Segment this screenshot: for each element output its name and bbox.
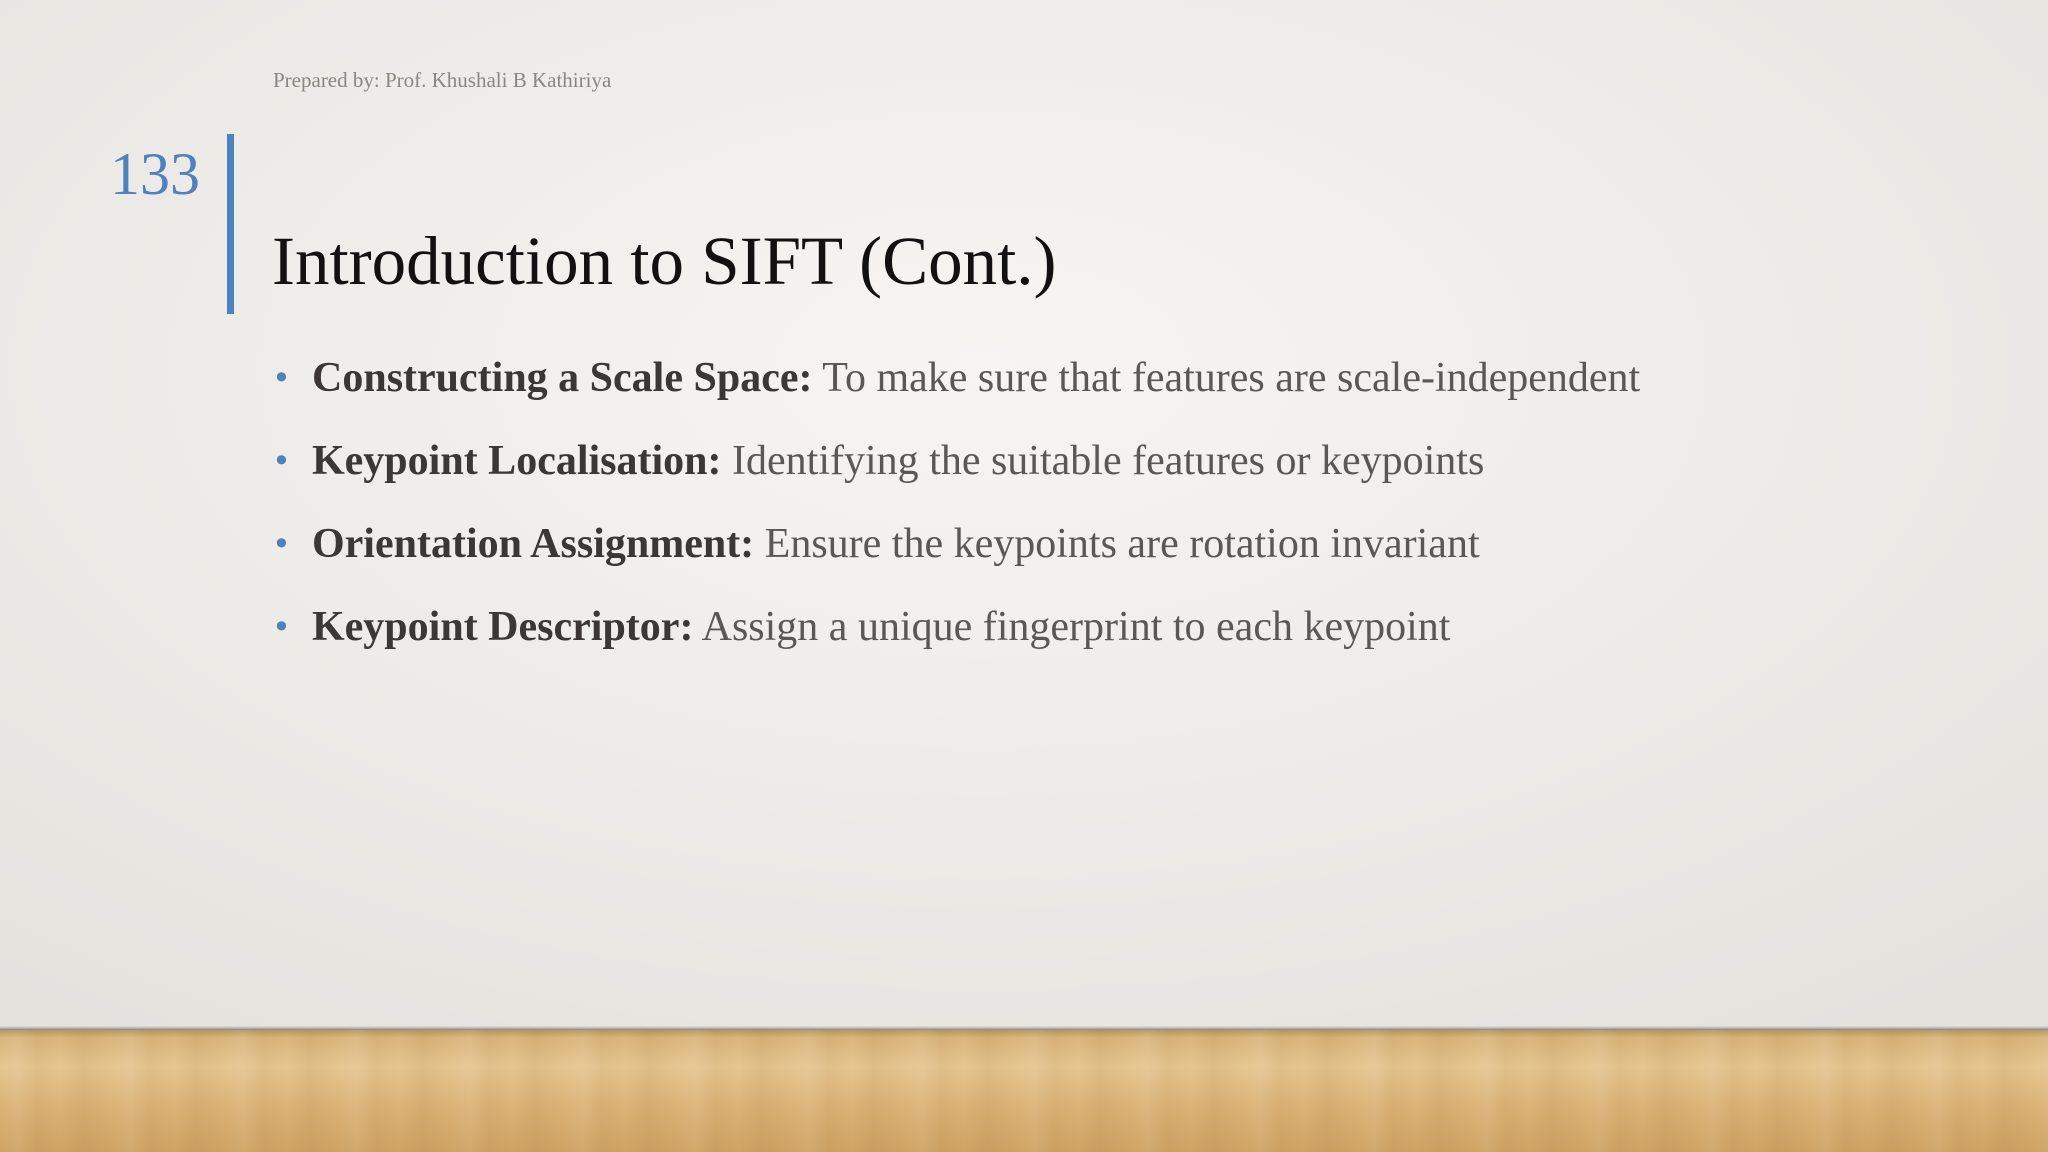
bullet-item (272, 599, 1972, 682)
bullet-dot-icon: • (272, 442, 291, 480)
bullet-description: Identifying the suitable features or keypoints (721, 438, 1485, 484)
bullet-term: Constructing a Scale Space: (312, 355, 813, 401)
title-accent-bar (227, 134, 234, 314)
bullet-dot-icon: • (272, 525, 291, 563)
bullet-description: To make sure that features are scale-independent (812, 355, 1641, 401)
prepared-by-footer: Prepared by: Prof. Khushali B Kathiriya (273, 68, 612, 92)
bullet-text (312, 516, 1480, 572)
bullet-term: Orientation Assignment: (312, 521, 755, 567)
bullet-dot-icon: • (272, 608, 291, 646)
bullet-item (272, 433, 1972, 516)
bullet-description: Assign a unique fingerprint to each keypoint (693, 604, 1451, 650)
bullet-description: Ensure the keypoints are rotation invariant (754, 521, 1480, 567)
wood-floor-decoration (0, 1030, 2048, 1152)
bullet-text (312, 599, 1450, 655)
slide-title: Introduction to SIFT (Cont.) (272, 223, 1057, 299)
bullet-item (272, 350, 1972, 433)
bullet-item (272, 516, 1972, 599)
slide-number: 133 (110, 141, 200, 207)
bullet-text (312, 433, 1484, 489)
bullet-term: Keypoint Descriptor: (312, 604, 694, 650)
bullet-dot-icon: • (272, 359, 291, 397)
bullet-text (312, 350, 1640, 406)
bullet-term: Keypoint Localisation: (312, 438, 722, 484)
bullet-list (272, 350, 1972, 682)
